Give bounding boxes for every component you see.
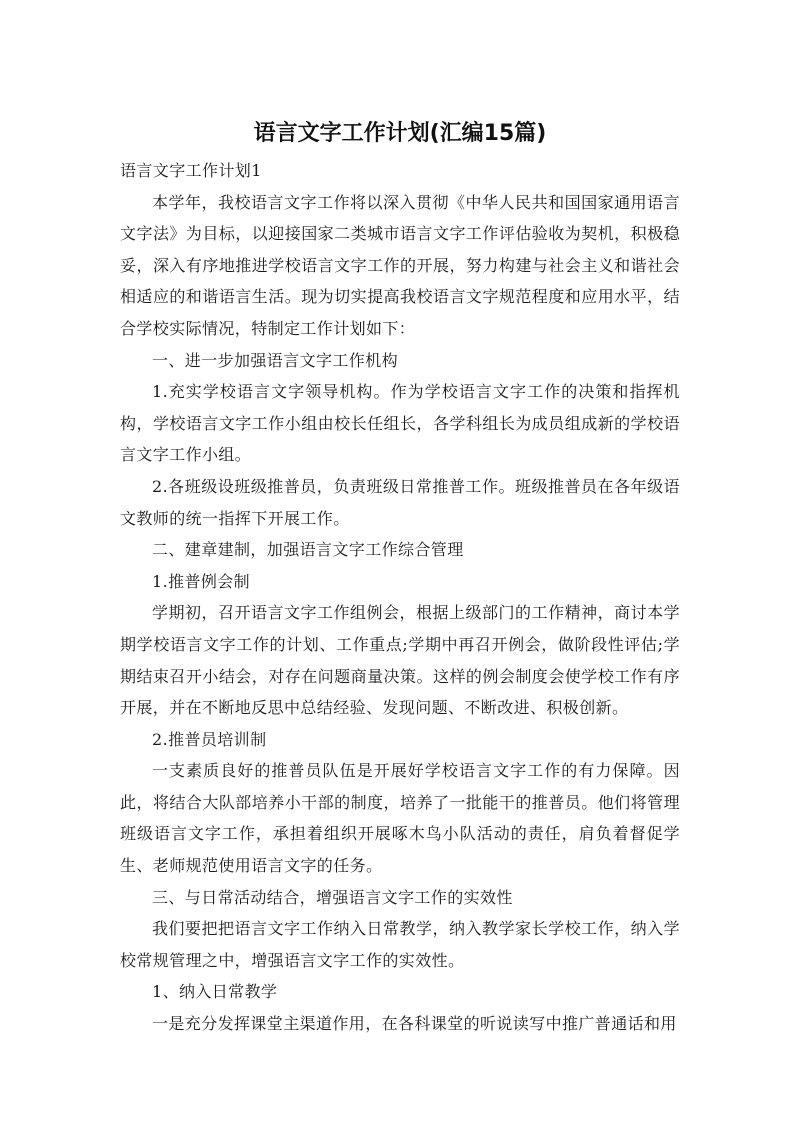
document-body bbox=[120, 155, 680, 1040]
paragraph: 学期初，召开语言文字工作组例会，根据上级部门的工作精神，商讨本学期学校语言文字工作的计划、工作重点;学期中再召开例会，做阶段性评估;学期结束召开小结会，对存在问题商量决策。这样的例会制度会使学校工作有序开展，并在不断地反思中总结经验、发现问题、不断改进、积极创新。 bbox=[120, 603, 680, 718]
paragraph: 1.推普例会制 bbox=[152, 571, 251, 591]
paragraph: 一支素质良好的推普员队伍是开展好学校语言文字工作的有力保障。因此，将结合大队部培养小干部的制度，培养了一批能干的推普员。他们将管理班级语言文字工作，承担着组织开展啄木鸟小队活动的责任，肩负着督促学生、老师规范使用语言文字的任务。 bbox=[120, 761, 680, 876]
paragraph: 2.各班级设班级推普员，负责班级日常推普工作。班级推普员在各年级语文教师的统一指挥下开展工作。 bbox=[120, 476, 680, 528]
paragraph: 三、与日常活动结合，增强语言文字工作的实效性 bbox=[152, 887, 513, 907]
paragraph: 一是充分发挥课堂主渠道作用，在各科课堂的听说读写中推广普通话和用 bbox=[152, 1014, 677, 1034]
paragraph: 1.充实学校语言文字领导机构。作为学校语言文字工作的决策和指挥机构，学校语言文字工作小组由校长任组长，各学科组长为成员组成新的学校语言文字工作小组。 bbox=[120, 382, 680, 465]
paragraph: 二、建章建制，加强语言文字工作综合管理 bbox=[152, 540, 464, 560]
paragraph: 1、纳入日常教学 bbox=[152, 982, 278, 1002]
paragraph: 2.推普员培训制 bbox=[152, 729, 267, 749]
document-title: 语言文字工作计划(汇编15篇) bbox=[253, 121, 547, 146]
paragraph: 本学年，我校语言文字工作将以深入贯彻《中华人民共和国国家通用语言文字法》为目标，以迎接国家二类城市语言文字工作评估验收为契机，积极稳妥，深入有序地推进学校语言文字工作的开展，努力构建与社会主义和谐社会相适应的和谐语言生活。现为切实提高我校语言文字规范程度和应用水平，结合学校实际情况，特制定工作计划如下： bbox=[120, 192, 680, 338]
section-heading: 语言文字工作计划1 bbox=[120, 161, 262, 180]
paragraph: 一、进一步加强语言文字工作机构 bbox=[152, 350, 399, 370]
paragraph: 我们要把把语言文字工作纳入日常教学，纳入教学家长学校工作，纳入学校常规管理之中，增强语言文字工作的实效性。 bbox=[120, 919, 680, 970]
